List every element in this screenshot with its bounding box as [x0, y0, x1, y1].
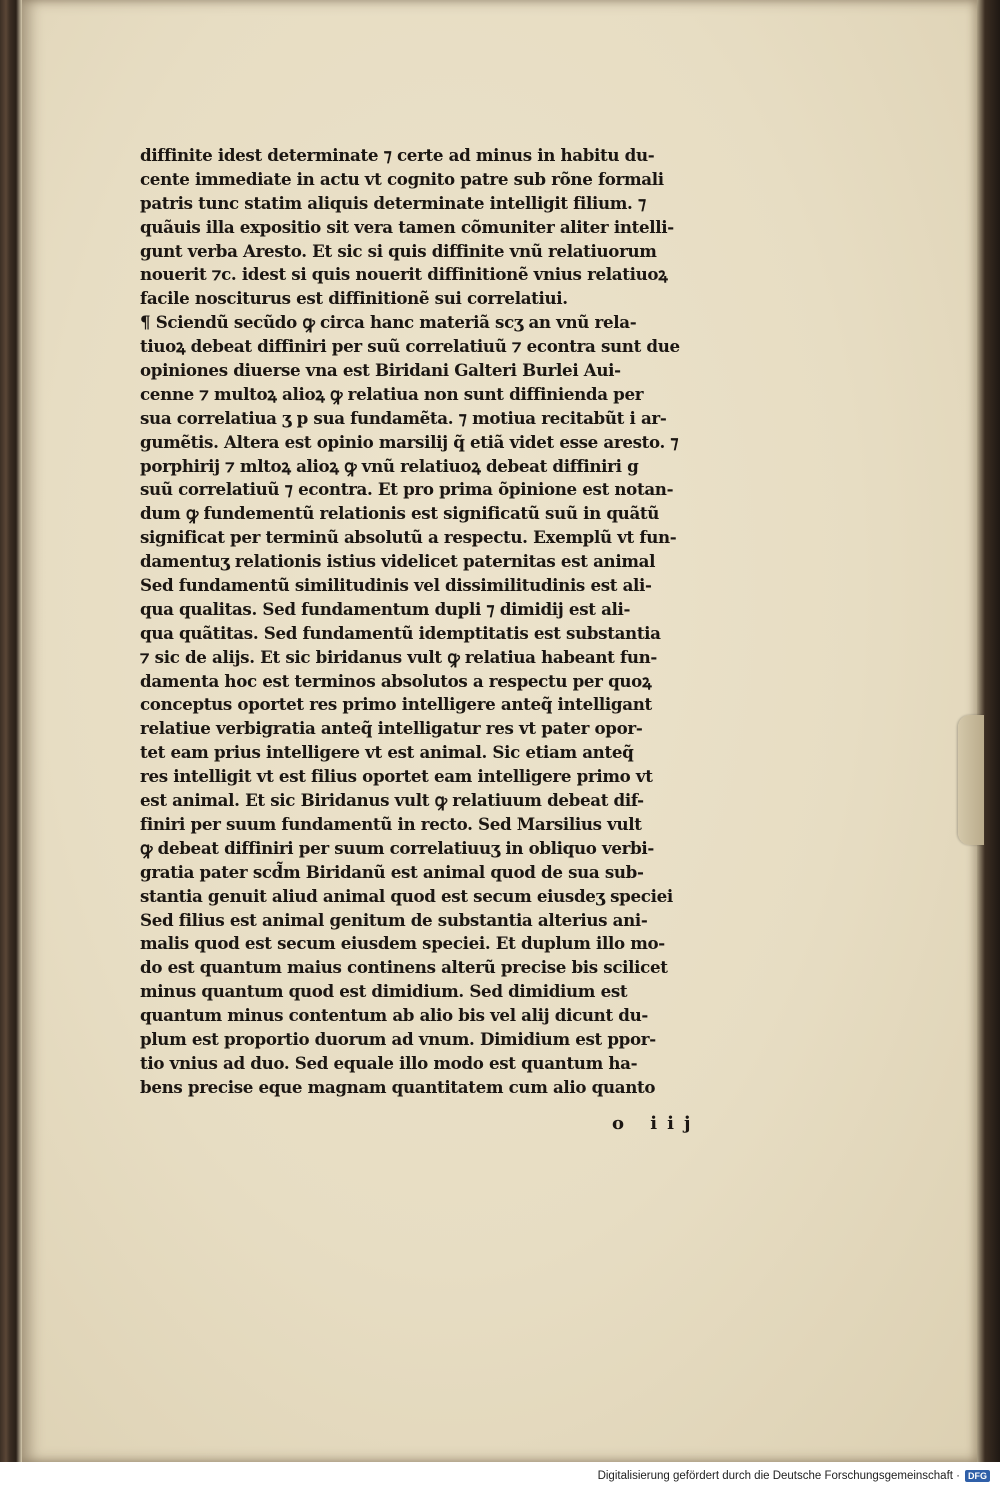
text-line: malis quod est secum eiusdem speciei. Et duplum illo mo- [140, 934, 665, 955]
text-line: Sed fundamentũ similitudinis vel dissimilitudinis est ali- [140, 576, 652, 597]
text-line: finiri per suum fundamentũ in recto. Sed Marsilius vult [140, 814, 642, 835]
text-line: ¶ Sciendũ secũdo ꝙ circa hanc materiã scʒ an vnũ rela- [140, 313, 637, 334]
text-line: damenta hoc est terminos absolutos a respectu per quoꝝ [140, 671, 652, 692]
text-line: significat per terminũ absolutũ a respectu. Exemplũ vt fun- [140, 528, 677, 549]
text-line: relatiue verbigratia anteq̃ intelligatur res vt pater opor- [140, 719, 643, 740]
text-line: qua qualitas. Sed fundamentum dupli ⁊ dimidij est ali- [140, 599, 631, 620]
text-line: nouerit ⁊c. idest si quis nouerit diffinitionẽ vnius relatiuoꝝ [140, 265, 668, 286]
text-line: do est quantum maius continens alterũ precise bis scilicet [140, 958, 668, 979]
footer-bar [0, 1462, 1000, 1492]
text-line: bens precise eque magnam quantitatem cum alio quanto [140, 1077, 656, 1098]
text-line: tiuoꝝ debeat diffiniri per suũ correlatiuũ ⁊ econtra sunt due [140, 337, 680, 358]
text-line: cenne ⁊ multoꝝ alioꝝ ꝙ relatiua non sunt diffinienda per [140, 384, 644, 405]
text-line: res intelligit vt est filius oportet eam intelligere primo vt [140, 767, 653, 788]
body-text [140, 145, 712, 1101]
text-line: stantia genuit aliud animal quod est secum eiusdeʒ speciei [140, 886, 673, 907]
text-line: ꝙ debeat diffiniri per suum correlatiuuʒ in obliquo verbi- [140, 838, 654, 859]
text-line: ⁊ sic de alijs. Et sic biridanus vult ꝙ relatiua habeant fun- [140, 647, 657, 668]
text-line: sua correlatiua ʒ p sua fundamẽta. ⁊ motiua recitabũt i ar- [140, 408, 667, 429]
text-line: tet eam prius intelligere vt est animal. Sic etiam anteq̃ [140, 743, 634, 764]
text-line: conceptus oportet res primo intelligere anteq̃ intelligant [140, 695, 652, 716]
text-line: opiniones diuerse vna est Biridani Galteri Burlei Aui- [140, 361, 621, 382]
text-line: patris tunc statim aliquis determinate intelligit filium. ⁊ [140, 193, 646, 214]
text-line: Sed filius est animal genitum de substantia alterius ani- [140, 910, 648, 931]
text-line: minus quantum quod est dimidium. Sed dimidium est [140, 982, 628, 1003]
text-line: dum ꝙ fundementũ relationis est significatũ suũ in quãtũ [140, 504, 660, 525]
text-line: est animal. Et sic Biridanus vult ꝙ relatiuum debeat dif- [140, 791, 644, 812]
text-line: quãuis illa expositio sit vera tamen cõmuniter aliter intelli- [140, 217, 674, 238]
text-line: facile nosciturus est diffinitionẽ sui correlatiui. [140, 289, 568, 310]
text-line: plum est proportio duorum ad vnum. Dimidium est ppor- [140, 1029, 656, 1050]
footer-credit: Digitalisierung gefördert durch die Deutsche Forschungsgemeinschaft · [597, 1470, 960, 1482]
text-line: gratia pater scd̃m Biridanũ est animal quod de sua sub- [140, 862, 644, 883]
text-line: gunt verba Aresto. Et sic si quis diffinite vnũ relatiuorum [140, 241, 657, 262]
book-page [22, 0, 977, 1462]
text-line: qua quãtitas. Sed fundamentũ idemptitatis est substantia [140, 623, 661, 644]
text-line: damentuʒ relationis istius videlicet paternitas est animal [140, 552, 656, 573]
text-line: diffinite idest determinate ⁊ certe ad minus in habitu du- [140, 146, 655, 166]
signature-mark: o iij [612, 1113, 701, 1134]
text-line: porphirij ⁊ mltoꝝ alioꝝ ꝙ vnũ relatiuoꝝ debeat diffiniri g [140, 456, 639, 477]
text-line: gumẽtis. Altera est opinio marsilij q̃ etiã videt esse aresto. ⁊ [140, 432, 679, 453]
text-line: quantum minus contentum ab alio bis vel alij dicunt du- [140, 1006, 648, 1027]
text-line: tio vnius ad duo. Sed equale illo modo est quantum ha- [140, 1053, 638, 1074]
text-line: suũ correlatiuũ ⁊ econtra. Et pro prima õpinione est notan- [140, 480, 674, 501]
text-line: cente immediate in actu vt cognito patre sub rõne formali [140, 169, 664, 190]
page-edge-tab [958, 715, 984, 845]
dfg-logo-icon: DFG [965, 1470, 990, 1482]
